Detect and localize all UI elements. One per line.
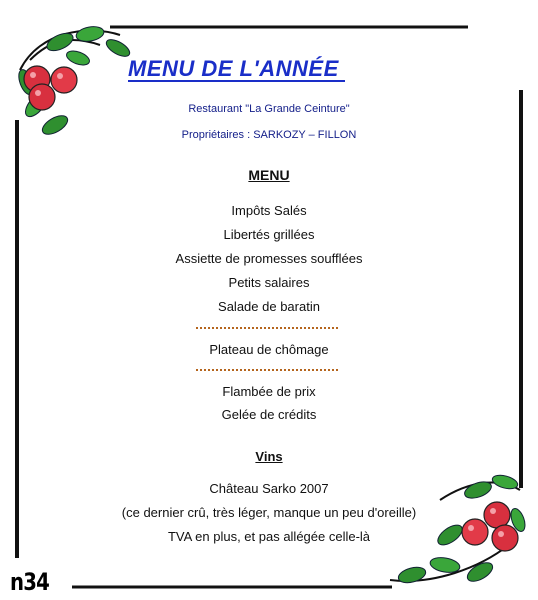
wine-name: Château Sarko 2007 xyxy=(209,481,329,496)
holly-ornament-top-left xyxy=(16,25,132,138)
wines-heading: Vins xyxy=(255,449,283,464)
wine-note: (ce dernier crû, très léger, manque un peu d'oreille) xyxy=(121,505,417,520)
menu-item-2: Libertés grillées xyxy=(223,227,315,242)
dessert-item-2: Gelée de crédits xyxy=(221,407,317,422)
menu-item-1: Impôts Salés xyxy=(231,203,307,218)
menu-heading: MENU xyxy=(248,167,290,183)
signature: n34 xyxy=(10,568,49,596)
menu-main-course: Plateau de chômage xyxy=(209,342,329,357)
dotted-separator xyxy=(196,369,338,371)
menu-title: MENU DE L'ANNÉE xyxy=(128,58,345,82)
vat-note: TVA en plus, et pas allégée celle-là xyxy=(167,529,371,544)
dotted-separator xyxy=(196,327,338,329)
restaurant-name: Restaurant "La Grande Ceinture" xyxy=(188,103,350,115)
owners-line: Propriétaires : SARKOZY – FILLON xyxy=(181,129,357,141)
menu-item-5: Salade de baratin xyxy=(218,299,320,314)
menu-item-3: Assiette de promesses soufflées xyxy=(175,251,363,266)
menu-item-4: Petits salaires xyxy=(228,275,310,290)
dessert-item-1: Flambée de prix xyxy=(222,384,316,399)
